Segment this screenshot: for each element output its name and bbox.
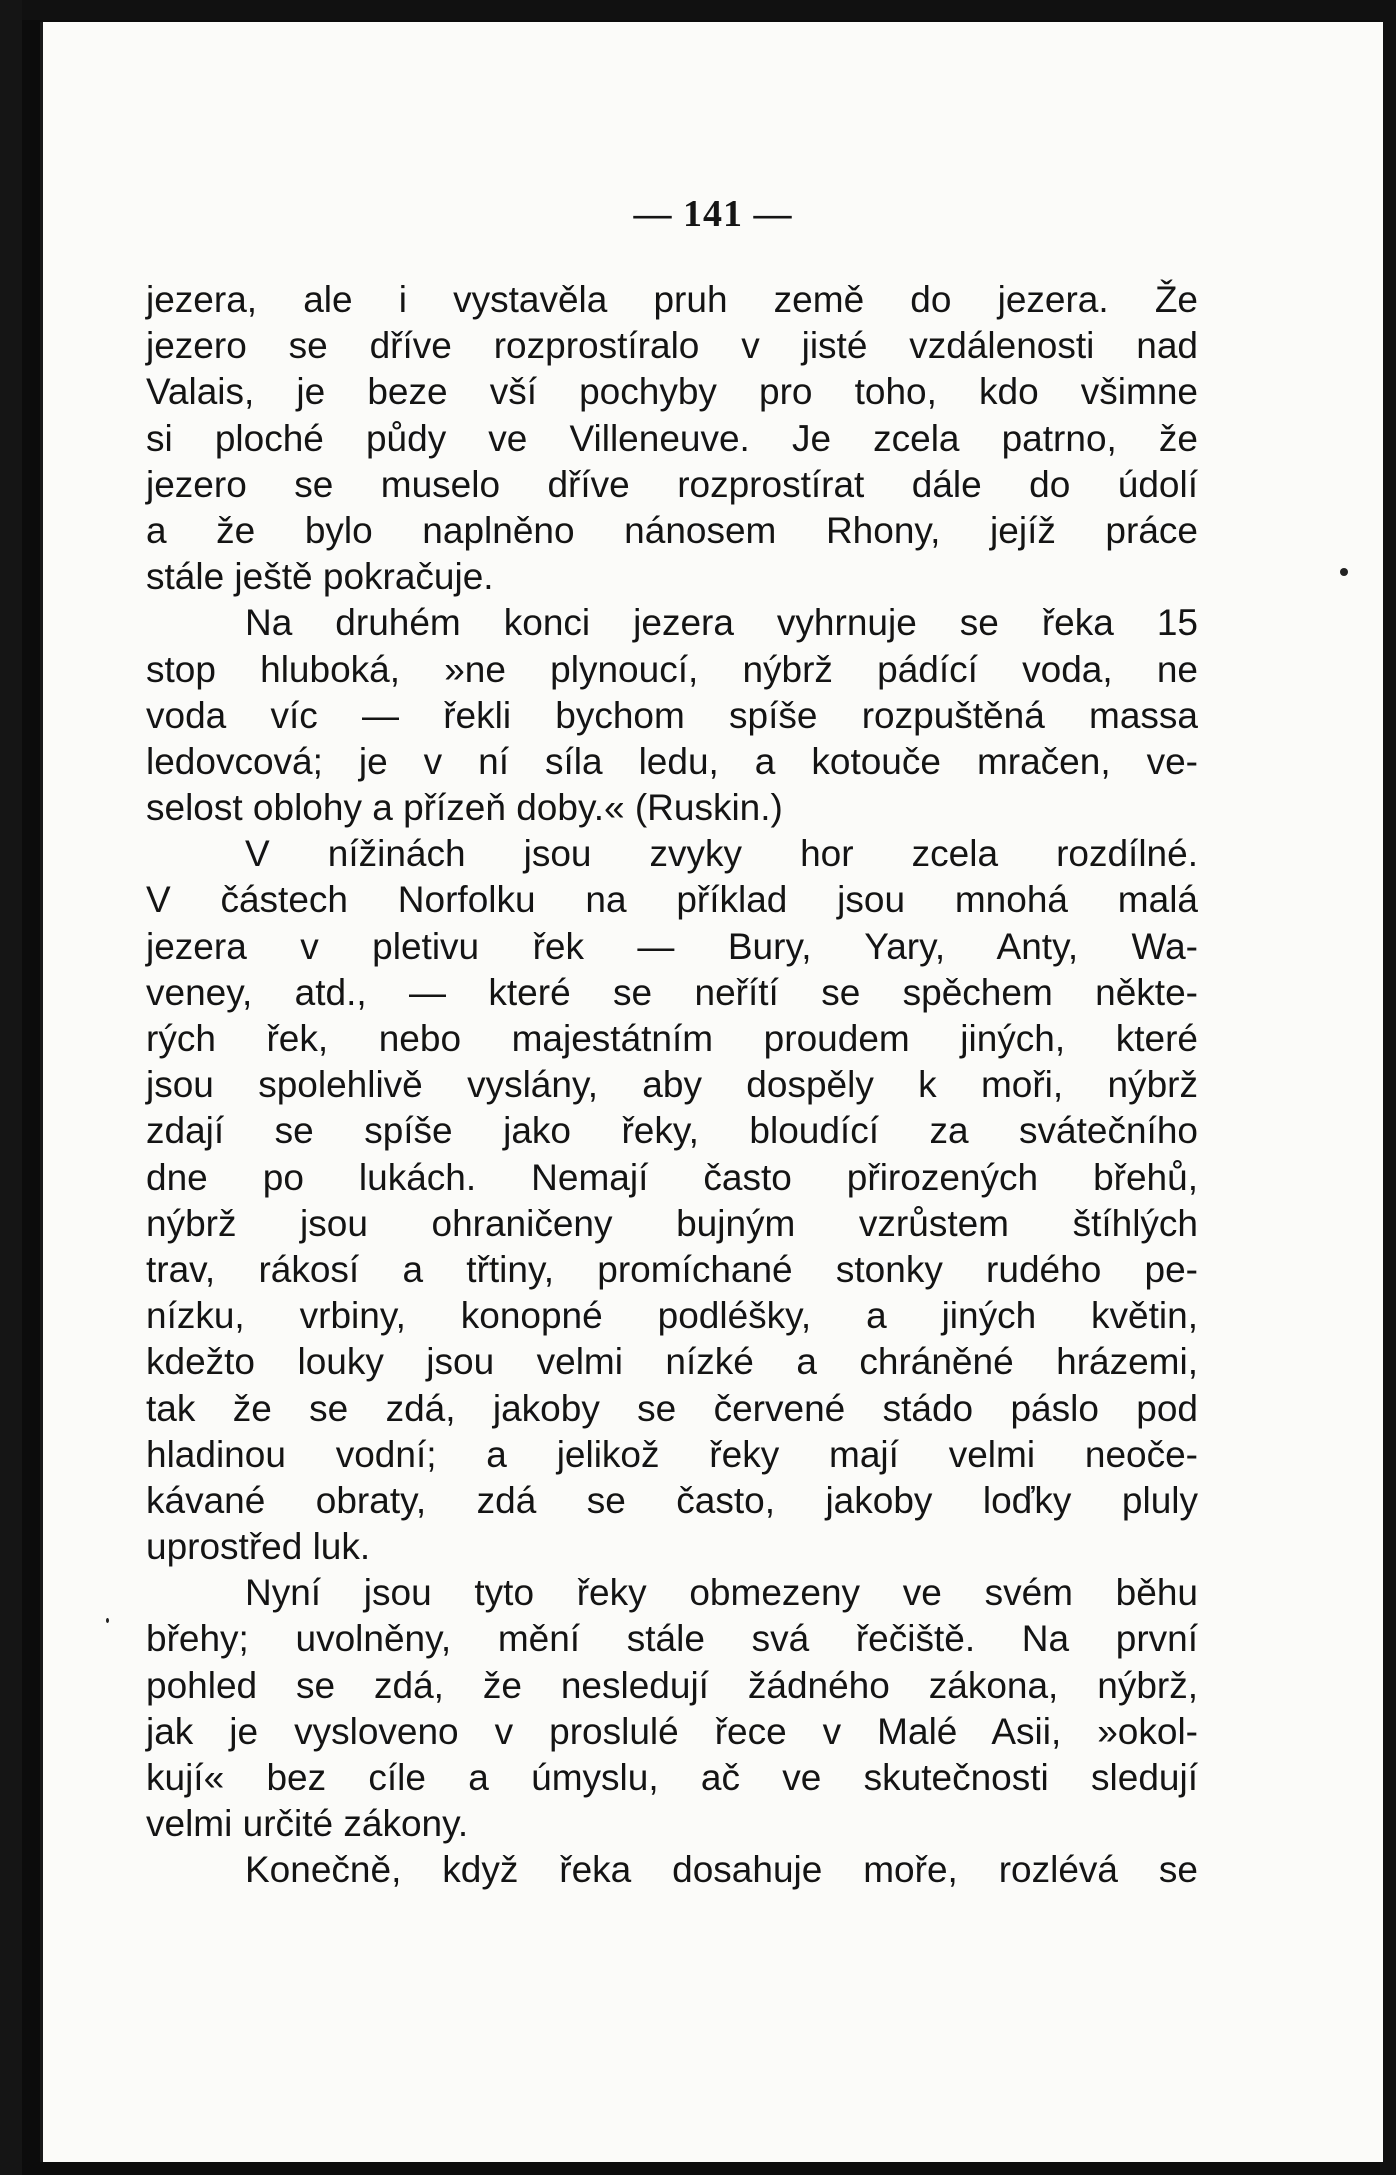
text-line: selost oblohy a přízeň doby.« (Ruskin.) [146, 787, 783, 829]
body-text [146, 277, 1198, 1894]
paragraph-start: Na druhém konci jezera vyhrnuje se řeka 15 [245, 602, 1198, 644]
text-line: tak že se zdá, jakoby se červené stádo páslo pod [146, 1387, 1198, 1429]
text-line: a že bylo naplněno nánosem Rhony, jejíž práce [146, 509, 1198, 551]
text-line: jak je vysloveno v proslulé řece v Malé Asii, »okol- [146, 1710, 1198, 1752]
scan-edge-left [0, 0, 22, 2175]
text-line: nýbrž jsou ohraničeny bujným vzrůstem štíhlých [146, 1202, 1198, 1244]
scan-edge-top [0, 0, 1396, 20]
text-line: kávané obraty, zdá se často, jakoby loďky pluly [146, 1479, 1198, 1521]
text-line: pohled se zdá, že nesledují žádného zákona, nýbrž, [146, 1664, 1198, 1706]
text-line: veney, atd., — které se neřítí se spěchem někte- [146, 971, 1198, 1013]
text-line: jezero se dříve rozprostíralo v jisté vzdálenosti nad [146, 325, 1198, 367]
text-line: jezera v pletivu řek — Bury, Yary, Anty, Wa- [146, 925, 1198, 967]
text-line: jezera, ale i vystavěla pruh země do jezera. Že [146, 279, 1198, 320]
text-line: jsou spolehlivě vyslány, aby dospěly k moři, nýbrž [146, 1064, 1198, 1106]
text-line: uprostřed luk. [146, 1526, 371, 1568]
text-line: velmi určité zákony. [146, 1803, 469, 1845]
page-number: — 141 — [633, 193, 793, 235]
text-line: kdežto louky jsou velmi nízké a chráněné hrázemi, [146, 1341, 1198, 1383]
text-line: kují« bez cíle a úmyslu, ač ve skutečnosti sledují [146, 1757, 1198, 1798]
ink-speck [106, 1618, 109, 1623]
text-line: hladinou vodní; a jelikož řeky mají velmi neoče- [146, 1433, 1198, 1475]
text-line: trav, rákosí a třtiny, promíchané stonky rudého pe- [146, 1248, 1198, 1290]
text-line: V částech Norfolku na příklad jsou mnohá malá [146, 879, 1198, 921]
text-line: si ploché půdy ve Villeneuve. Je zcela patrno, že [146, 417, 1198, 459]
text-line: Valais, je beze vší pochyby pro toho, kdo všimne [146, 371, 1198, 413]
paragraph-start: V nížinách jsou zvyky hor zcela rozdílné. [245, 833, 1198, 875]
text-line: dne po lukách. Nemají často přirozených břehů, [146, 1156, 1198, 1198]
text-line: rých řek, nebo majestátním proudem jiných, které [146, 1018, 1198, 1059]
ink-speck [1340, 568, 1348, 576]
text-line: zdají se spíše jako řeky, bloudící za svátečního [146, 1110, 1198, 1152]
text-line: jezero se muselo dříve rozprostírat dále do údolí [146, 463, 1198, 505]
text-line: břehy; uvolněny, mění stále svá řečiště. Na první [146, 1618, 1198, 1660]
paragraph-start: Konečně, když řeka dosahuje moře, rozlévá se [245, 1849, 1198, 1891]
text-line: voda víc — řekli bychom spíše rozpuštěná massa [146, 694, 1198, 736]
text-line: stop hluboká, »ne plynoucí, nýbrž pádící voda, ne [146, 648, 1198, 690]
text-line: stále ještě pokračuje. [146, 556, 494, 598]
paragraph-start: Nyní jsou tyto řeky obmezeny ve svém běhu [245, 1572, 1198, 1614]
text-line: ledovcová; je v ní síla ledu, a kotouče mračen, ve- [146, 740, 1198, 782]
text-line: nízku, vrbiny, konopné podléšky, a jiných květin, [146, 1295, 1198, 1337]
